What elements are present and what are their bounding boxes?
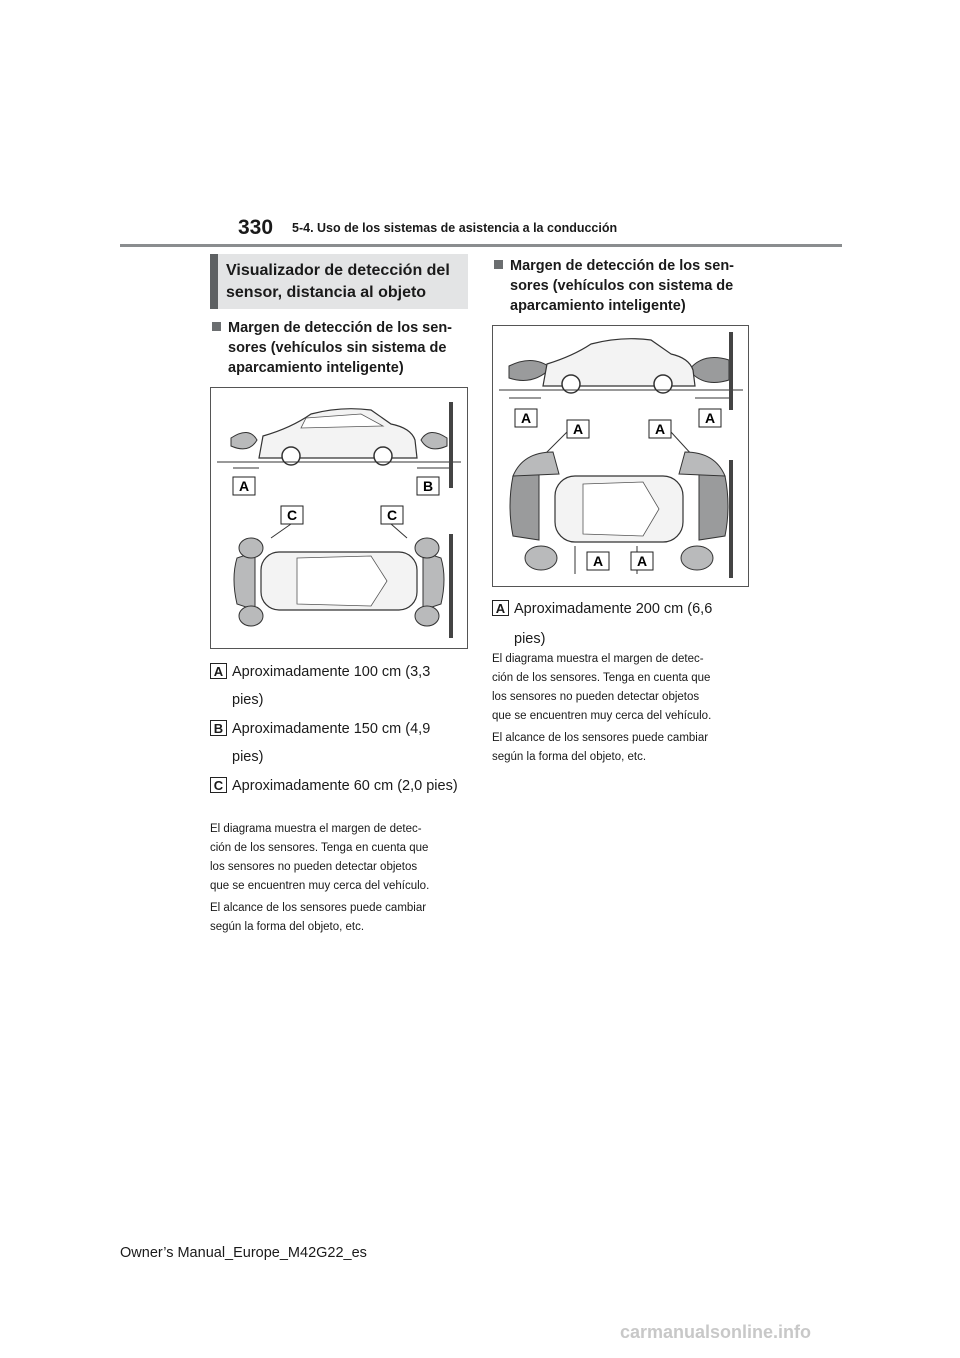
left-subhead — [228, 318, 468, 378]
left-body-line: según la forma del objeto, etc. — [210, 921, 365, 933]
right-body-line: que se encuentren muy cerca del vehículo. — [492, 710, 712, 722]
left-body — [210, 820, 470, 937]
figure-label-a3: A — [572, 421, 584, 437]
right-body-line: según la forma del objeto, etc. — [492, 751, 647, 763]
right-subhead-line3: aparcamiento inteligente) — [510, 298, 686, 314]
figure-label-a6: A — [636, 553, 648, 569]
section-title-line2: sensor, distancia al objeto — [226, 284, 427, 301]
right-body-line: El diagrama muestra el margen de detec- — [492, 653, 704, 665]
top-view-car — [234, 538, 444, 626]
bullet-square-icon — [212, 322, 221, 331]
top-view-car — [510, 452, 728, 570]
left-subhead-line2: sores (vehículos sin sistema de — [228, 340, 447, 356]
legend-c-line1: Aproximadamente 60 cm (2,0 pies) — [232, 778, 458, 794]
watermark: carmanualsonline.info — [620, 1322, 812, 1342]
left-legend-c — [213, 772, 472, 800]
right-subhead-line2: sores (vehículos con sistema de — [510, 278, 734, 294]
legend-a-line1: Aproximadamente 100 cm (3,3 — [232, 664, 431, 680]
footer-text: Owner’s Manual_Europe_M42G22_es — [120, 1245, 367, 1261]
side-view-car — [543, 339, 695, 393]
right-subhead — [510, 256, 750, 316]
header-rule — [120, 244, 842, 247]
figure-label-a1: A — [520, 410, 532, 426]
figure-label-a: A — [238, 478, 250, 494]
legend-b-line1: Aproximadamente 150 cm (4,9 — [232, 721, 431, 737]
right-diagram-svg — [493, 326, 748, 586]
legend-a-line2: pies) — [514, 631, 546, 647]
section-header: 5-4. Uso de los sistemas de asistencia a la conducción — [292, 221, 618, 235]
left-subhead-line1: Margen de detección de los sen- — [228, 320, 452, 336]
left-sensor-diagram — [210, 387, 468, 649]
legend-a-line1: Aproximadamente 200 cm (6,6 — [514, 601, 713, 617]
right-body-line: los sensores no pueden detectar objetos — [492, 691, 700, 703]
side-view-car — [259, 409, 417, 465]
left-body-line: El diagrama muestra el margen de detec- — [210, 823, 422, 835]
left-body-line: El alcance de los sensores puede cambiar — [210, 902, 427, 914]
left-body-line: los sensores no pueden detectar objetos — [210, 861, 418, 873]
left-body-line: ción de los sensores. Tenga en cuenta que — [210, 842, 429, 854]
right-legend-a — [495, 594, 754, 654]
right-sensor-diagram — [492, 325, 749, 587]
figure-label-a5: A — [592, 553, 604, 569]
rear-sensor-zone — [231, 432, 257, 448]
legend-badge-a: A — [210, 663, 227, 679]
legend-badge-a: A — [492, 600, 509, 616]
left-body-line: que se encuentren muy cerca del vehículo. — [210, 880, 430, 892]
front-sensor-zone — [689, 358, 729, 383]
left-legend-a — [213, 658, 472, 714]
left-legend-b — [213, 715, 472, 771]
bullet-square-icon — [494, 260, 503, 269]
figure-label-a2: A — [704, 410, 716, 426]
right-body-line: El alcance de los sensores puede cambiar — [492, 732, 709, 744]
section-title-line1: Visualizador de detección del — [226, 262, 450, 279]
legend-badge-c: C — [210, 777, 227, 793]
section-title — [210, 254, 468, 309]
front-sensor-zone — [421, 432, 447, 448]
right-body-line: ción de los sensores. Tenga en cuenta que — [492, 672, 711, 684]
legend-a-line2: pies) — [232, 692, 264, 708]
right-body — [492, 650, 752, 767]
right-subhead-line1: Margen de detección de los sen- — [510, 258, 734, 274]
left-subhead-line3: aparcamiento inteligente) — [228, 360, 404, 376]
left-diagram-svg — [211, 388, 467, 648]
figure-label-b: B — [422, 478, 434, 494]
figure-label-c1: C — [286, 507, 298, 523]
legend-badge-b: B — [210, 720, 227, 736]
figure-label-c2: C — [386, 507, 398, 523]
legend-b-line2: pies) — [232, 749, 264, 765]
page-number: 330 — [238, 216, 274, 239]
figure-label-a4: A — [654, 421, 666, 437]
